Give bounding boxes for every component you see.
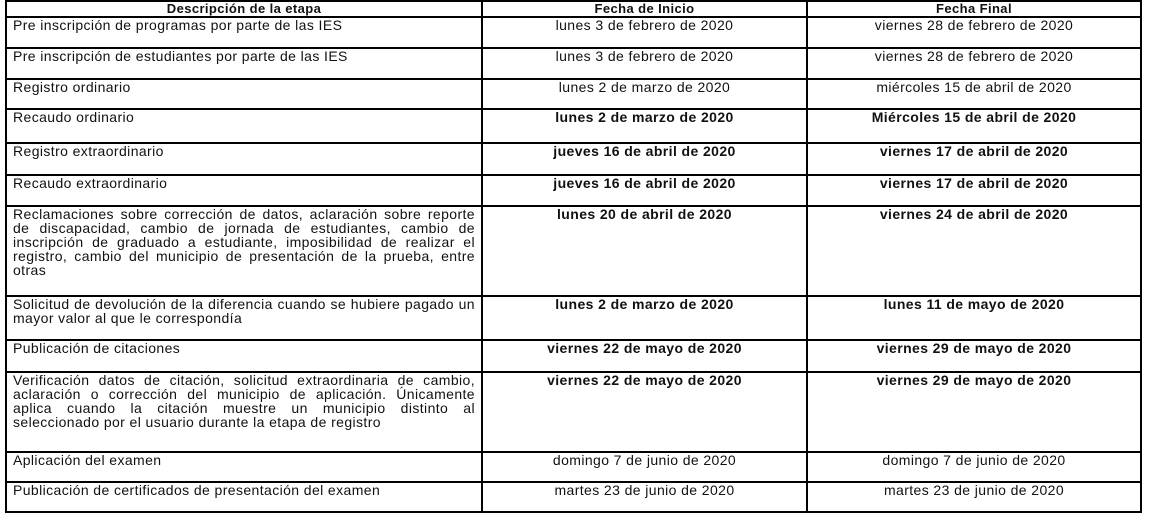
row-end-date: Miércoles 15 de abril de 2020: [807, 109, 1141, 143]
row-end-date: viernes 29 de mayo de 2020: [807, 340, 1141, 372]
row-description: Pre inscripción de programas por parte de las IES: [6, 17, 482, 48]
row-description: Pre inscripción de estudiantes por parte de las IES: [6, 48, 482, 79]
row-description: Publicación de certificados de presentación del examen: [6, 482, 482, 512]
table-row: [6, 372, 1141, 452]
schedule-table: [5, 0, 1142, 513]
header-start-date: Fecha de Inicio: [482, 1, 807, 17]
row-description: Aplicación del examen: [6, 452, 482, 482]
row-start-date: jueves 16 de abril de 2020: [482, 143, 807, 175]
table-row: [6, 296, 1141, 340]
row-start-date: viernes 22 de mayo de 2020: [482, 340, 807, 372]
row-start-date: lunes 2 de marzo de 2020: [482, 296, 807, 340]
row-start-date: lunes 2 de marzo de 2020: [482, 109, 807, 143]
row-start-date: martes 23 de junio de 2020: [482, 482, 807, 512]
table-row: [6, 17, 1141, 48]
row-end-date: lunes 11 de mayo de 2020: [807, 296, 1141, 340]
table-row: [6, 452, 1141, 482]
row-start-date: jueves 16 de abril de 2020: [482, 175, 807, 206]
row-start-date: lunes 3 de febrero de 2020: [482, 48, 807, 79]
row-end-date: domingo 7 de junio de 2020: [807, 452, 1141, 482]
row-end-date: miércoles 15 de abril de 2020: [807, 79, 1141, 109]
row-description: Registro ordinario: [6, 79, 482, 109]
row-end-date: martes 23 de junio de 2020: [807, 482, 1141, 512]
row-description: Verificación datos de citación, solicitud extraordinaria de cambio, aclaración o corrección del municipio de aplicación. Únicamente aplica cuando la citación muestre un municipio distinto al seleccionado por el usuario durante la etapa de registro: [6, 372, 482, 452]
header-row: [6, 1, 1141, 17]
row-description: Publicación de citaciones: [6, 340, 482, 372]
row-description: Recaudo extraordinario: [6, 175, 482, 206]
row-start-date: lunes 20 de abril de 2020: [482, 206, 807, 296]
row-end-date: viernes 17 de abril de 2020: [807, 175, 1141, 206]
row-description: Solicitud de devolución de la diferencia cuando se hubiere pagado un mayor valor al que le correspondía: [6, 296, 482, 340]
row-end-date: viernes 17 de abril de 2020: [807, 143, 1141, 175]
table-row: [6, 143, 1141, 175]
header-description: Descripción de la etapa: [6, 1, 482, 17]
row-end-date: viernes 28 de febrero de 2020: [807, 48, 1141, 79]
table-row: [6, 109, 1141, 143]
header-end-date: Fecha Final: [807, 1, 1141, 17]
row-start-date: domingo 7 de junio de 2020: [482, 452, 807, 482]
row-end-date: viernes 28 de febrero de 2020: [807, 17, 1141, 48]
table-row: [6, 79, 1141, 109]
table-row: [6, 206, 1141, 296]
row-end-date: viernes 24 de abril de 2020: [807, 206, 1141, 296]
table-row: [6, 48, 1141, 79]
row-start-date: viernes 22 de mayo de 2020: [482, 372, 807, 452]
row-description: Registro extraordinario: [6, 143, 482, 175]
table-row: [6, 175, 1141, 206]
row-start-date: lunes 3 de febrero de 2020: [482, 17, 807, 48]
table-row: [6, 482, 1141, 512]
row-end-date: viernes 29 de mayo de 2020: [807, 372, 1141, 452]
row-description: Recaudo ordinario: [6, 109, 482, 143]
row-description: Reclamaciones sobre corrección de datos, aclaración sobre reporte de discapacidad, cambio de jornada de estudiantes, cambio de inscripción de graduado a estudiante, imposibilidad de realizar el registro, cambio del municipio de presentación de la prueba, entre otras: [6, 206, 482, 296]
row-start-date: lunes 2 de marzo de 2020: [482, 79, 807, 109]
table-row: [6, 340, 1141, 372]
